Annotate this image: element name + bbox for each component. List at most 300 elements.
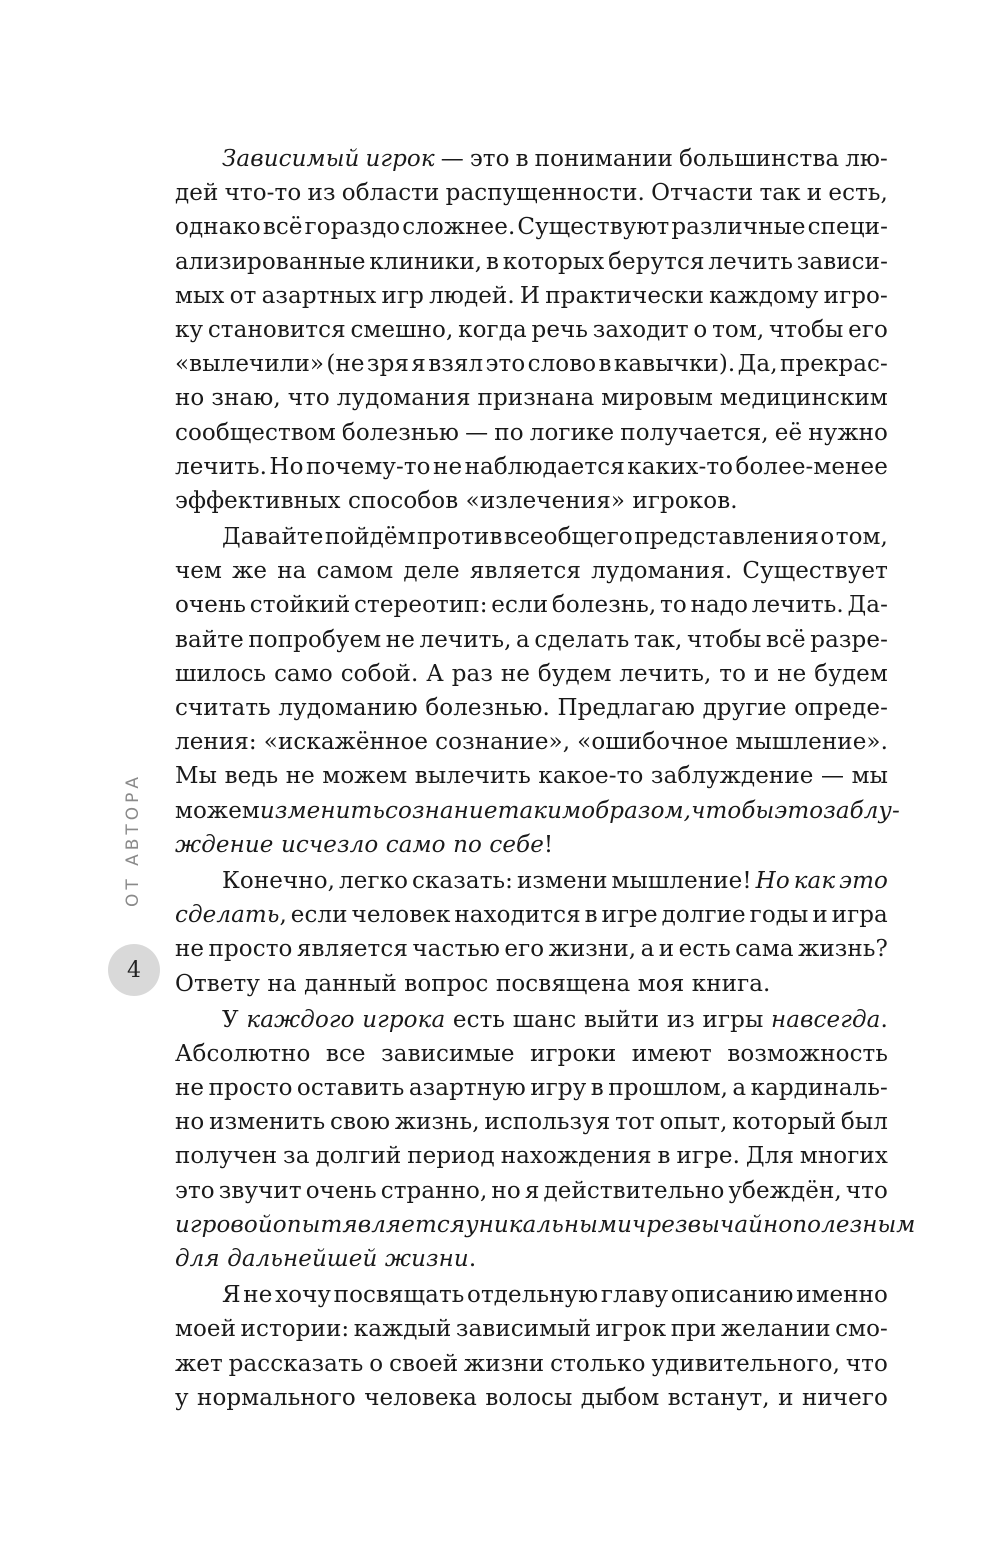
word: о — [369, 1350, 384, 1377]
word: нормального — [197, 1384, 356, 1411]
word: просто — [208, 936, 293, 963]
word: болезнь, — [551, 592, 657, 619]
word: Существуют — [517, 214, 670, 241]
word: медицинским — [719, 385, 888, 412]
word: игре — [601, 902, 658, 929]
word: речь — [531, 316, 588, 343]
word: всеобщего — [503, 524, 633, 551]
word: Ответу — [175, 970, 260, 997]
word: дыбом — [580, 1384, 660, 1411]
word: жизни. — [384, 1246, 477, 1272]
word: книга. — [691, 970, 771, 997]
word: логике — [529, 419, 615, 446]
word: что — [287, 385, 330, 412]
word: практически — [545, 282, 704, 309]
word: за — [283, 1143, 310, 1170]
word: само — [385, 831, 446, 858]
word: я — [411, 351, 426, 378]
word: стойкий — [249, 592, 351, 619]
word: убеждён, — [728, 1177, 842, 1204]
word: вайте — [175, 626, 244, 653]
word: лечить — [708, 248, 793, 275]
word: лечить. — [175, 453, 268, 480]
word: не — [175, 936, 205, 963]
word: болезнью. — [425, 695, 550, 721]
word: а — [640, 936, 655, 963]
text-line — [175, 313, 888, 347]
word: при — [670, 1316, 717, 1343]
word: уникальным — [465, 1211, 618, 1238]
word: свою — [329, 1109, 391, 1136]
text-line — [175, 279, 888, 313]
word: я — [524, 1177, 540, 1204]
text-line — [175, 1037, 888, 1071]
word: сложнее. — [402, 214, 516, 241]
word: — — [440, 146, 464, 172]
word: используя — [484, 1109, 611, 1136]
word: различные — [671, 214, 806, 241]
text-line — [175, 210, 888, 244]
word: получается, — [620, 419, 769, 446]
text-line — [175, 623, 888, 657]
word: другие — [702, 695, 787, 721]
word: это — [774, 797, 824, 824]
word: каких-то — [627, 453, 734, 480]
word: будем — [814, 660, 888, 687]
word: игр — [381, 282, 424, 309]
word: и — [806, 180, 823, 207]
word: игре. — [676, 1143, 740, 1170]
word: признана — [477, 385, 595, 412]
word: самом — [316, 558, 394, 585]
word: мышление». — [735, 729, 888, 756]
word: человек — [351, 902, 451, 929]
word: своей — [389, 1350, 459, 1377]
text-line — [175, 245, 888, 279]
word: ализированные — [175, 248, 366, 275]
word: который — [732, 1109, 837, 1136]
word: смо- — [835, 1316, 888, 1343]
word: Да- — [847, 592, 888, 619]
word: дей — [175, 180, 219, 207]
word: посвящена — [495, 970, 631, 997]
running-head-text: ОТ АВТОРА — [123, 772, 143, 908]
word: вопрос — [404, 970, 489, 997]
text-line — [175, 1105, 888, 1139]
text-line — [175, 932, 888, 966]
word: кавычки). — [613, 351, 736, 378]
word: мышление! — [611, 867, 752, 894]
word: является — [296, 936, 408, 963]
word: не — [433, 453, 463, 480]
word: Я — [222, 1282, 241, 1309]
word: представления — [634, 524, 820, 551]
word: получен — [175, 1143, 278, 1170]
word: знаю, — [211, 385, 281, 412]
word: возможность — [727, 1040, 888, 1067]
word: и — [617, 1211, 632, 1238]
word: заблуждение — [650, 763, 814, 790]
word: был — [840, 1109, 888, 1136]
word: каждому — [709, 282, 819, 309]
word: пойдём — [324, 524, 416, 551]
word: опыт, — [659, 1109, 728, 1136]
text-line — [175, 1139, 888, 1173]
word: болезнью — [341, 419, 460, 446]
word: частью — [412, 936, 501, 963]
word: образом, — [581, 797, 692, 824]
text-line — [175, 898, 888, 932]
word: игроки — [530, 1040, 617, 1067]
word: но — [175, 1109, 205, 1136]
word: не — [243, 1282, 273, 1309]
word: от — [229, 282, 257, 309]
word: «ошибочное — [577, 729, 729, 756]
word: большинства — [678, 146, 840, 172]
text-line — [175, 864, 888, 898]
word: чем — [175, 558, 223, 585]
text-line — [175, 657, 888, 691]
word: встанут, — [667, 1384, 770, 1411]
word: почему-то — [305, 453, 431, 480]
word: игрок — [365, 146, 435, 172]
word: по — [494, 419, 524, 446]
word: жизнь? — [798, 936, 888, 963]
word: «вылечили» — [175, 351, 325, 378]
word: шилось — [175, 660, 267, 687]
word: у — [175, 1384, 189, 1411]
word: жизни, — [548, 936, 637, 963]
running-head — [118, 760, 148, 920]
word: какое-то — [538, 763, 644, 790]
word: (не — [326, 351, 365, 378]
word: клиники, — [369, 248, 483, 275]
word: посвящать — [333, 1282, 465, 1309]
word: сделать — [534, 626, 630, 653]
word: есть, — [828, 180, 888, 207]
word: есть — [452, 1006, 506, 1033]
word: это — [485, 351, 526, 378]
text-line — [175, 1208, 916, 1242]
word: измени — [516, 867, 608, 894]
page-number: 4 — [127, 957, 141, 983]
word: ничего — [801, 1384, 888, 1411]
text-line — [175, 1071, 888, 1105]
word: годы — [749, 902, 809, 929]
word: опыт — [272, 1211, 343, 1238]
word: лудоманию — [278, 695, 418, 721]
word: имеют — [631, 1040, 712, 1067]
word: если — [290, 902, 348, 929]
word: каждого — [246, 1006, 355, 1033]
text-line — [175, 1347, 888, 1381]
word: игру — [530, 1075, 587, 1102]
word: и — [812, 902, 828, 929]
word: всё — [262, 214, 303, 241]
word: взял — [428, 351, 484, 378]
word: это — [175, 1177, 215, 1204]
word: жет — [175, 1350, 223, 1377]
word: навсегда. — [771, 1006, 888, 1033]
page-number-badge — [108, 944, 160, 996]
text-line — [175, 1381, 888, 1415]
word: сознание — [385, 797, 498, 824]
word: Мы — [175, 763, 218, 790]
word: стереотип: — [354, 592, 488, 619]
text-line — [175, 142, 888, 176]
word: дальнейшей — [227, 1246, 378, 1272]
word: игрок — [595, 1316, 667, 1343]
word: Предлагаю — [557, 695, 696, 721]
word: слово — [527, 351, 597, 378]
word: понимании — [534, 146, 673, 172]
text-line — [175, 381, 888, 415]
word: в — [584, 902, 598, 929]
word: не — [385, 626, 415, 653]
word: что-то — [224, 180, 302, 207]
word: долгие — [661, 902, 746, 929]
word: лечить, — [619, 660, 712, 687]
word: ку — [175, 316, 204, 343]
word: волосы — [485, 1384, 573, 1411]
word: на — [267, 970, 297, 997]
word: его — [504, 936, 545, 963]
word: — — [820, 763, 845, 790]
word: удивительного, — [651, 1350, 841, 1377]
word: заблу- — [823, 797, 900, 824]
word: людей. — [429, 282, 515, 309]
word: том, — [712, 316, 765, 343]
word: лудомания — [336, 385, 471, 412]
word: а — [516, 626, 530, 653]
word: сознание», — [435, 729, 571, 756]
word: в — [657, 1143, 671, 1170]
word: есть — [678, 936, 731, 963]
word: У — [222, 1006, 239, 1033]
word: более-менее — [735, 453, 888, 480]
word: попробуем — [248, 626, 382, 653]
word: истории: — [240, 1316, 350, 1343]
word: А — [426, 660, 444, 687]
word: игрока — [362, 1006, 446, 1033]
word: себе! — [489, 831, 554, 858]
word: зависи- — [796, 248, 888, 275]
text-line — [175, 588, 888, 622]
word: то — [660, 592, 687, 619]
word: но — [175, 385, 205, 412]
word: и — [778, 1384, 794, 1411]
word: это — [839, 867, 888, 894]
word: Но — [269, 453, 304, 480]
word: изменить — [209, 1109, 326, 1136]
word: заходит — [592, 316, 689, 343]
word: сама — [735, 936, 794, 963]
word: в — [485, 248, 500, 275]
word: том, — [835, 524, 888, 551]
text-line — [175, 1174, 888, 1208]
word: нужно — [808, 419, 888, 446]
word: само — [274, 660, 333, 687]
word: гораздо — [304, 214, 401, 241]
text-line — [175, 691, 888, 725]
word: не — [777, 660, 807, 687]
word: — — [465, 419, 489, 446]
word: Существует — [742, 558, 888, 585]
body-text — [175, 142, 916, 1415]
word: опреде- — [794, 695, 888, 721]
word: нахождения — [500, 1143, 652, 1170]
text-line — [175, 1278, 888, 1312]
word: зря — [366, 351, 409, 378]
word: становится — [207, 316, 346, 343]
word: ведь — [224, 763, 279, 790]
text-line — [175, 828, 888, 862]
word: выйти — [584, 1006, 660, 1033]
word: сделать, — [175, 902, 287, 929]
text-line — [175, 725, 888, 759]
word: исчезло — [280, 831, 379, 858]
word: в — [590, 1075, 604, 1102]
word: отдельную — [467, 1282, 599, 1309]
word: изменить — [259, 797, 386, 824]
word: собой. — [340, 660, 419, 687]
word: зависимый — [455, 1316, 591, 1343]
word: игра — [831, 902, 888, 929]
word: чтобы — [686, 626, 762, 653]
word: для — [175, 1246, 220, 1272]
word: мировым — [601, 385, 713, 412]
word: азартных — [261, 282, 377, 309]
word: описанию — [670, 1282, 794, 1309]
word: против — [417, 524, 503, 551]
word: желании — [720, 1316, 831, 1343]
word: его — [848, 316, 888, 343]
word: раз — [451, 660, 493, 687]
word: считать — [175, 695, 271, 721]
word: игро- — [823, 282, 888, 309]
word: сообществом — [175, 419, 336, 446]
word: чтобы — [768, 316, 844, 343]
word: в — [598, 351, 612, 378]
word: жизни — [464, 1350, 545, 1377]
word: игроков. — [632, 487, 738, 514]
word: очень — [175, 592, 247, 619]
text-line — [175, 484, 888, 518]
word: оставить — [296, 1075, 405, 1102]
word: что — [845, 1350, 888, 1377]
word: однако — [175, 214, 261, 241]
word: действительно — [543, 1177, 725, 1204]
word: столько — [550, 1350, 646, 1377]
word: звучит — [218, 1177, 302, 1204]
word: просто — [208, 1075, 293, 1102]
word: полезным — [792, 1211, 916, 1238]
word: легко — [339, 867, 409, 894]
text-line — [175, 450, 888, 484]
word: жизнь, — [394, 1109, 480, 1136]
word: и — [753, 660, 770, 687]
word: данный — [304, 970, 397, 997]
word: о — [820, 524, 835, 551]
word: Но — [755, 867, 790, 894]
word: моей — [175, 1316, 237, 1343]
word: смешно, — [350, 316, 454, 343]
word: многих — [799, 1143, 888, 1170]
word: а — [732, 1075, 747, 1102]
word: всё — [765, 626, 806, 653]
word: долгий — [315, 1143, 402, 1170]
word: моя — [637, 970, 685, 997]
word: находится — [454, 902, 581, 929]
word: шанс — [512, 1006, 577, 1033]
word: же — [232, 558, 268, 585]
word: Абсолютно — [175, 1040, 311, 1067]
word: эффективных — [175, 487, 341, 514]
word: прекрас- — [779, 351, 888, 378]
word: рассказать — [228, 1350, 364, 1377]
text-line — [175, 176, 888, 210]
word: так, — [633, 626, 683, 653]
word: так — [759, 180, 801, 207]
word: по — [453, 831, 482, 858]
word: кардиналь- — [750, 1075, 888, 1102]
word: лечить. — [751, 592, 844, 619]
word: мы — [851, 763, 888, 790]
text-line — [175, 347, 888, 381]
text-line — [175, 416, 888, 450]
word: специ- — [807, 214, 888, 241]
word: можем — [175, 797, 260, 824]
word: не — [175, 1075, 205, 1102]
word: Конечно, — [222, 867, 336, 894]
word: из — [307, 180, 336, 207]
word: то — [719, 660, 747, 687]
word: игровой — [175, 1211, 273, 1238]
word: способов — [348, 487, 459, 514]
text-line — [175, 1312, 888, 1346]
word: каждый — [353, 1316, 452, 1343]
word: лю- — [845, 146, 888, 172]
word: ления: — [175, 729, 257, 756]
word: области — [341, 180, 440, 207]
word: деле — [403, 558, 460, 585]
word: чтобы — [691, 797, 775, 824]
word: «излечения» — [465, 487, 625, 514]
word: ждение — [175, 831, 274, 858]
word: о — [693, 316, 708, 343]
word: таким — [497, 797, 582, 824]
word: из — [666, 1006, 695, 1033]
word: лечить, — [419, 626, 512, 653]
word: будем — [537, 660, 612, 687]
word: чрезвычайно — [632, 1211, 793, 1238]
word: как — [793, 867, 836, 894]
word: в — [515, 146, 529, 172]
word: Да, — [737, 351, 778, 378]
word: если — [491, 592, 549, 619]
word: на — [277, 558, 307, 585]
word: игры — [702, 1006, 764, 1033]
word: Отчасти — [651, 180, 754, 207]
word: что — [845, 1177, 888, 1204]
word: азартную — [408, 1075, 526, 1102]
text-line — [175, 520, 888, 554]
word: но — [491, 1177, 521, 1204]
word: распущенности. — [445, 180, 645, 207]
text-line — [175, 1003, 888, 1037]
word: является — [342, 1211, 466, 1238]
word: Для — [745, 1143, 794, 1170]
